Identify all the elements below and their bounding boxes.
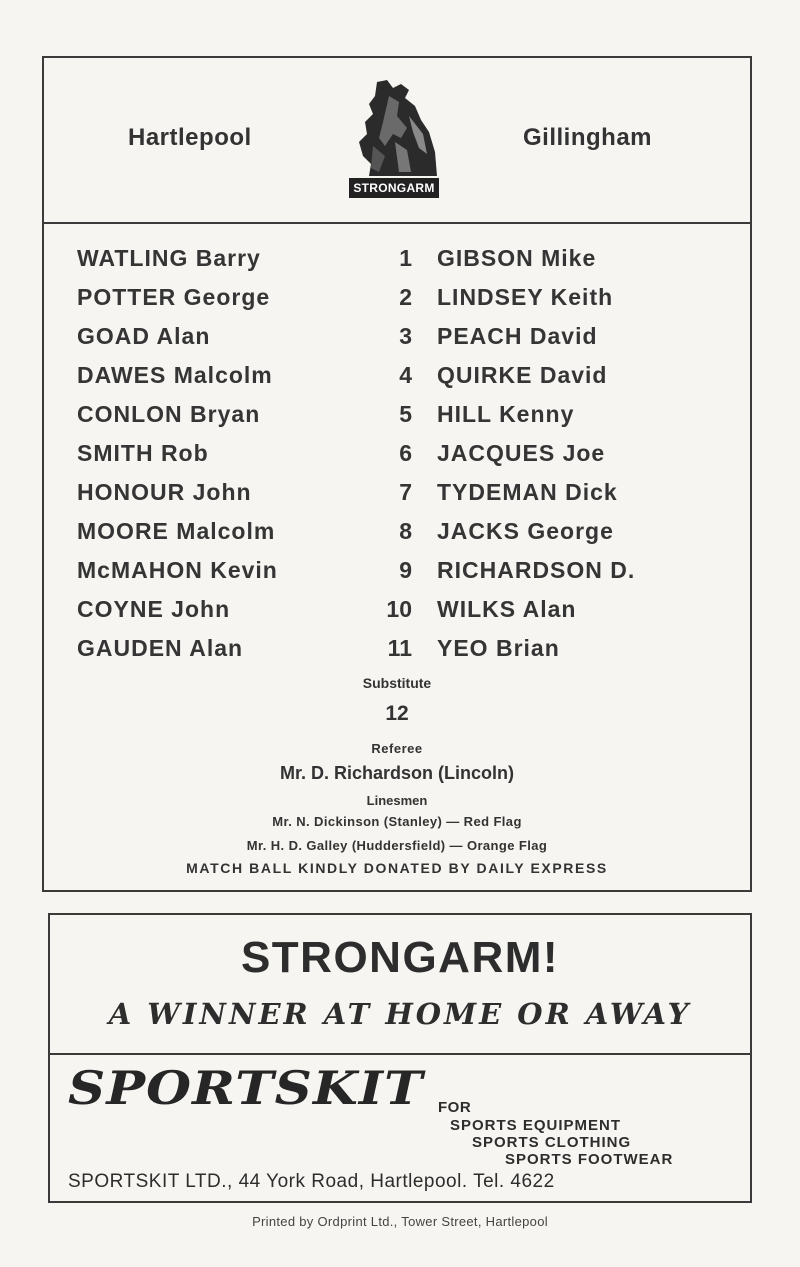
service-item: SPORTS FOOTWEAR [505, 1151, 674, 1168]
home-player: HONOUR John [77, 479, 252, 505]
away-team-name: Gillingham [523, 124, 653, 151]
away-player: JACQUES Joe [437, 440, 606, 466]
shirt-number: 7 [399, 479, 412, 505]
home-player: DAWES Malcolm [77, 362, 273, 388]
advert-slogan: A WINNER AT HOME OR AWAY [108, 997, 692, 1031]
lineup-row [44, 284, 750, 322]
home-player: MOORE Malcolm [77, 518, 276, 544]
lineup-row [44, 518, 750, 556]
team-header [44, 58, 750, 224]
printer-credit: Printed by Ordprint Ltd., Tower Street, Hartlepool [252, 1214, 548, 1229]
home-player: GOAD Alan [77, 323, 211, 349]
shirt-number: 9 [399, 557, 412, 583]
lineup-row [44, 323, 750, 361]
substitute-number: 12 [385, 702, 409, 725]
away-player: RICHARDSON D. [437, 557, 636, 583]
lineup-row [44, 245, 750, 283]
lineup-row [44, 401, 750, 439]
home-player: CONLON Bryan [77, 401, 261, 427]
substitute-label: Substitute [362, 675, 432, 691]
home-player: GAUDEN Alan [77, 635, 244, 661]
referee-label: Referee [371, 741, 423, 756]
linesman-2: Mr. H. D. Galley (Huddersfield) — Orange Flag [246, 838, 548, 853]
shirt-number: 6 [399, 440, 412, 466]
away-player: QUIRKE David [437, 362, 608, 388]
lineup-row [44, 440, 750, 478]
match-ball-donation: MATCH BALL KINDLY DONATED BY DAILY EXPRESS [186, 860, 608, 876]
away-player: WILKS Alan [437, 596, 577, 622]
team-sheet [42, 56, 752, 892]
away-player: GIBSON Mike [437, 245, 597, 271]
home-player: McMAHON Kevin [77, 557, 278, 583]
lineup-row [44, 635, 750, 673]
strongarm-logo [349, 76, 439, 198]
lineup-row [44, 362, 750, 400]
referee-name: Mr. D. Richardson (Lincoln) [279, 763, 514, 783]
home-player: WATLING Barry [77, 245, 261, 271]
sportskit-address: SPORTSKIT LTD., 44 York Road, Hartlepool. Tel. 4622 [68, 1171, 555, 1192]
shirt-number: 1 [399, 245, 412, 271]
away-player: YEO Brian [437, 635, 560, 661]
advert-headline: STRONGARM! [240, 933, 560, 982]
shirt-number: 8 [399, 518, 412, 544]
home-player: POTTER George [77, 284, 271, 310]
home-player: SMITH Rob [77, 440, 209, 466]
shirt-number: 3 [399, 323, 412, 349]
advertisement [48, 913, 752, 1203]
shirt-number: 10 [386, 596, 412, 622]
away-player: HILL Kenny [437, 401, 575, 427]
linesmen-label: Linesmen [366, 793, 428, 808]
shirt-number: 2 [399, 284, 412, 310]
away-player: PEACH David [437, 323, 598, 349]
linesman-1: Mr. N. Dickinson (Stanley) — Red Flag [272, 814, 522, 829]
home-player: COYNE John [77, 596, 231, 622]
strongarm-advert [50, 915, 750, 1055]
lineup-row [44, 557, 750, 595]
lineup-row [44, 596, 750, 634]
shirt-number: 11 [387, 635, 412, 661]
for-label: FOR [438, 1099, 472, 1116]
lineup-row [44, 479, 750, 517]
away-player: JACKS George [437, 518, 614, 544]
sportskit-logo: SPORTSKIT [68, 1061, 424, 1115]
shirt-number: 4 [399, 362, 412, 388]
logo-label: STRONGARM [349, 178, 439, 198]
away-player: TYDEMAN Dick [437, 479, 618, 505]
service-item: SPORTS CLOTHING [472, 1134, 632, 1151]
strongman-figure-icon [349, 76, 439, 180]
away-player: LINDSEY Keith [437, 284, 614, 310]
service-item: SPORTS EQUIPMENT [450, 1117, 622, 1134]
home-team-name: Hartlepool [128, 124, 252, 151]
shirt-number: 5 [399, 401, 412, 427]
